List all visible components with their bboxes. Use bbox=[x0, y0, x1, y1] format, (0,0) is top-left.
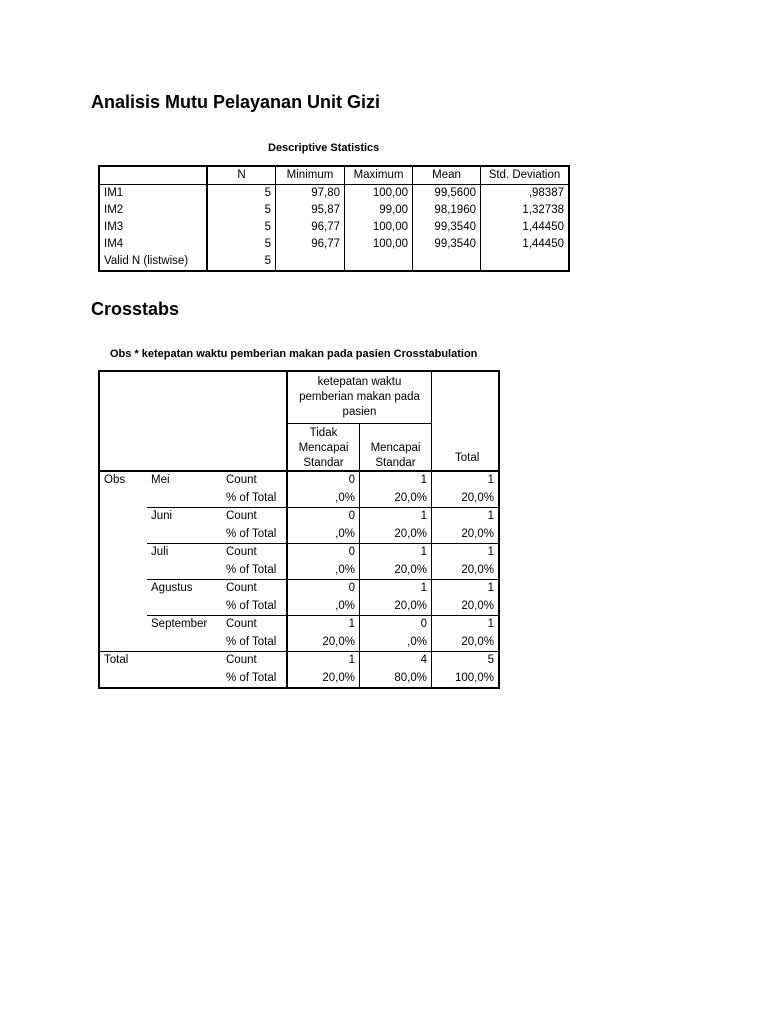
cell-count: 0 bbox=[287, 580, 360, 598]
stat-label-count: Count bbox=[222, 652, 287, 670]
stat-label-count: Count bbox=[222, 580, 287, 598]
cell-count: 4 bbox=[360, 652, 432, 670]
cell-percent: 80,0% bbox=[360, 670, 432, 689]
row-group-label: Obs bbox=[104, 474, 126, 487]
header-cell-std-deviation: Std. Deviation bbox=[481, 166, 570, 185]
stat-label-percent: % of Total bbox=[222, 562, 287, 580]
row-group-spacer bbox=[99, 490, 147, 508]
row-label: IM2 bbox=[99, 202, 207, 219]
cell-count-total: 1 bbox=[432, 580, 500, 598]
table-row bbox=[99, 526, 499, 544]
cell-n: 5 bbox=[264, 255, 271, 267]
cell-count: 0 bbox=[287, 544, 360, 562]
cell-mean: 99,3540 bbox=[413, 219, 481, 236]
cell-count-total: 5 bbox=[432, 652, 500, 670]
section-title: Crosstabs bbox=[91, 299, 180, 319]
table-row bbox=[99, 562, 499, 580]
cell-mean: 99,5600 bbox=[413, 185, 481, 203]
cell-count-total: 1 bbox=[432, 544, 500, 562]
cell-percent: ,0% bbox=[287, 562, 360, 580]
cell-count: 1 bbox=[287, 616, 360, 634]
cell-maximum bbox=[345, 253, 413, 271]
row-label-spacer bbox=[147, 562, 222, 580]
descriptive-statistics-caption: Descriptive Statistics bbox=[268, 142, 380, 154]
cell-count-total: 1 bbox=[432, 471, 500, 490]
header-cell-empty bbox=[99, 166, 207, 185]
cell-minimum: 96,77 bbox=[276, 219, 345, 236]
cell-minimum: 96,77 bbox=[276, 236, 345, 253]
stat-label-percent: % of Total bbox=[222, 598, 287, 616]
cell-std-deviation: 1,32738 bbox=[481, 202, 570, 219]
table-row bbox=[99, 670, 499, 689]
header-cell-mean: Mean bbox=[413, 166, 481, 185]
cell-count: 1 bbox=[360, 508, 432, 526]
cell-minimum: 95,87 bbox=[276, 202, 345, 219]
row-label-month: Juni bbox=[147, 508, 222, 526]
row-label-spacer bbox=[147, 634, 222, 652]
page-title: Analisis Mutu Pelayanan Unit Gizi bbox=[91, 92, 381, 112]
header-cell-minimum: Minimum bbox=[276, 166, 345, 185]
cell-mean: 99,3540 bbox=[413, 236, 481, 253]
table-row bbox=[99, 652, 499, 670]
cell-percent: 20,0% bbox=[360, 490, 432, 508]
cell-std-deviation: 1,44450 bbox=[481, 219, 570, 236]
row-label-month: Juli bbox=[147, 544, 222, 562]
cell-percent: ,0% bbox=[287, 490, 360, 508]
cell-percent-total: 20,0% bbox=[461, 563, 494, 576]
stat-label-percent: % of Total bbox=[222, 526, 287, 544]
row-group-spacer bbox=[99, 670, 147, 689]
stat-label-count: Count bbox=[222, 508, 287, 526]
cell-mean bbox=[413, 253, 481, 271]
table-row bbox=[99, 634, 499, 652]
cell-percent-total: 100,0% bbox=[454, 671, 494, 684]
cell-n: 5 bbox=[264, 238, 271, 250]
column-header-mencapai-standar: Mencapai Standar bbox=[360, 424, 432, 472]
table-row bbox=[99, 202, 569, 219]
row-group-spacer bbox=[99, 562, 147, 580]
cell-minimum: 97,80 bbox=[276, 185, 345, 203]
row-label-spacer bbox=[147, 670, 222, 689]
cell-count-total: 1 bbox=[432, 616, 500, 634]
row-label-month: September bbox=[147, 616, 222, 634]
cell-count: 1 bbox=[287, 652, 360, 670]
cell-percent-total: 20,0% bbox=[461, 599, 494, 612]
stat-label-percent: % of Total bbox=[222, 634, 287, 652]
cell-count: 0 bbox=[360, 616, 432, 634]
cell-minimum bbox=[276, 253, 345, 271]
cell-n: 5 bbox=[264, 221, 271, 233]
cell-std-deviation: 1,44450 bbox=[481, 236, 570, 253]
row-group-spacer bbox=[99, 598, 147, 616]
row-group-spacer bbox=[99, 544, 147, 562]
row-group-spacer bbox=[99, 634, 147, 652]
header-cell-empty bbox=[147, 371, 222, 471]
header-cell-maximum: Maximum bbox=[345, 166, 413, 185]
table-row bbox=[99, 544, 499, 562]
row-label: IM1 bbox=[99, 185, 207, 203]
crosstabulation-table bbox=[98, 370, 500, 689]
column-group-header: ketepatan waktu pemberian makan pada pasien bbox=[287, 371, 432, 424]
row-group-spacer bbox=[99, 526, 147, 544]
cell-percent: 20,0% bbox=[360, 598, 432, 616]
cell-percent: ,0% bbox=[287, 598, 360, 616]
column-header-tidak-mencapai-standar: Tidak Mencapai Standar bbox=[287, 424, 360, 472]
table-row bbox=[99, 598, 499, 616]
row-label-month: Agustus bbox=[147, 580, 222, 598]
cell-maximum: 99,00 bbox=[345, 202, 413, 219]
cell-percent: 20,0% bbox=[287, 634, 360, 652]
table-row bbox=[99, 236, 569, 253]
table-row bbox=[99, 185, 569, 203]
cell-percent: 20,0% bbox=[287, 670, 360, 689]
cell-count: 1 bbox=[360, 580, 432, 598]
cell-percent: 20,0% bbox=[360, 562, 432, 580]
cell-count: 0 bbox=[287, 508, 360, 526]
descriptive-statistics-table bbox=[98, 165, 570, 272]
row-label: IM3 bbox=[99, 219, 207, 236]
header-cell-empty bbox=[99, 371, 147, 471]
cell-percent: ,0% bbox=[287, 526, 360, 544]
cell-percent: ,0% bbox=[360, 634, 432, 652]
cell-std-deviation bbox=[481, 253, 570, 271]
table-row bbox=[99, 508, 499, 526]
row-label: IM4 bbox=[99, 236, 207, 253]
stat-label-count: Count bbox=[222, 616, 287, 634]
cell-count: 1 bbox=[360, 471, 432, 490]
cell-maximum: 100,00 bbox=[345, 236, 413, 253]
table-row bbox=[99, 219, 569, 236]
stat-label-count: Count bbox=[222, 471, 287, 490]
stat-label-percent: % of Total bbox=[222, 490, 287, 508]
row-label-spacer bbox=[147, 652, 222, 670]
stat-label-count: Count bbox=[222, 544, 287, 562]
stat-label-percent: % of Total bbox=[222, 670, 287, 689]
cell-n: 5 bbox=[264, 204, 271, 216]
cell-maximum: 100,00 bbox=[345, 185, 413, 203]
cell-maximum: 100,00 bbox=[345, 219, 413, 236]
table-row bbox=[99, 490, 499, 508]
crosstab-header-row bbox=[99, 371, 499, 424]
row-label-spacer bbox=[147, 490, 222, 508]
cell-std-deviation: ,98387 bbox=[481, 185, 570, 203]
table-row bbox=[99, 471, 499, 490]
row-group-spacer bbox=[99, 580, 147, 598]
cell-percent-total: 20,0% bbox=[461, 527, 494, 540]
cell-n: 5 bbox=[264, 187, 271, 199]
table-row bbox=[99, 580, 499, 598]
total-row-label: Total bbox=[99, 652, 147, 670]
crosstab-caption: Obs * ketepatan waktu pemberian makan pada pasien Crosstabulation bbox=[110, 348, 478, 360]
table-header-row bbox=[99, 166, 569, 185]
header-cell-n: N bbox=[207, 166, 276, 185]
column-header-total: Total bbox=[455, 452, 480, 464]
row-group-spacer bbox=[99, 508, 147, 526]
table-row bbox=[99, 253, 569, 271]
row-label-spacer bbox=[147, 526, 222, 544]
cell-mean: 98,1960 bbox=[413, 202, 481, 219]
cell-count: 0 bbox=[287, 471, 360, 490]
row-label: Valid N (listwise) bbox=[99, 253, 207, 271]
cell-percent-total: 20,0% bbox=[461, 491, 494, 504]
cell-count: 1 bbox=[360, 544, 432, 562]
cell-count-total: 1 bbox=[432, 508, 500, 526]
row-label-spacer bbox=[147, 598, 222, 616]
cell-percent: 20,0% bbox=[360, 526, 432, 544]
table-row bbox=[99, 616, 499, 634]
row-label-month: Mei bbox=[147, 471, 222, 490]
header-cell-empty bbox=[222, 371, 287, 471]
row-group-spacer bbox=[99, 616, 147, 634]
cell-percent-total: 20,0% bbox=[461, 635, 494, 648]
